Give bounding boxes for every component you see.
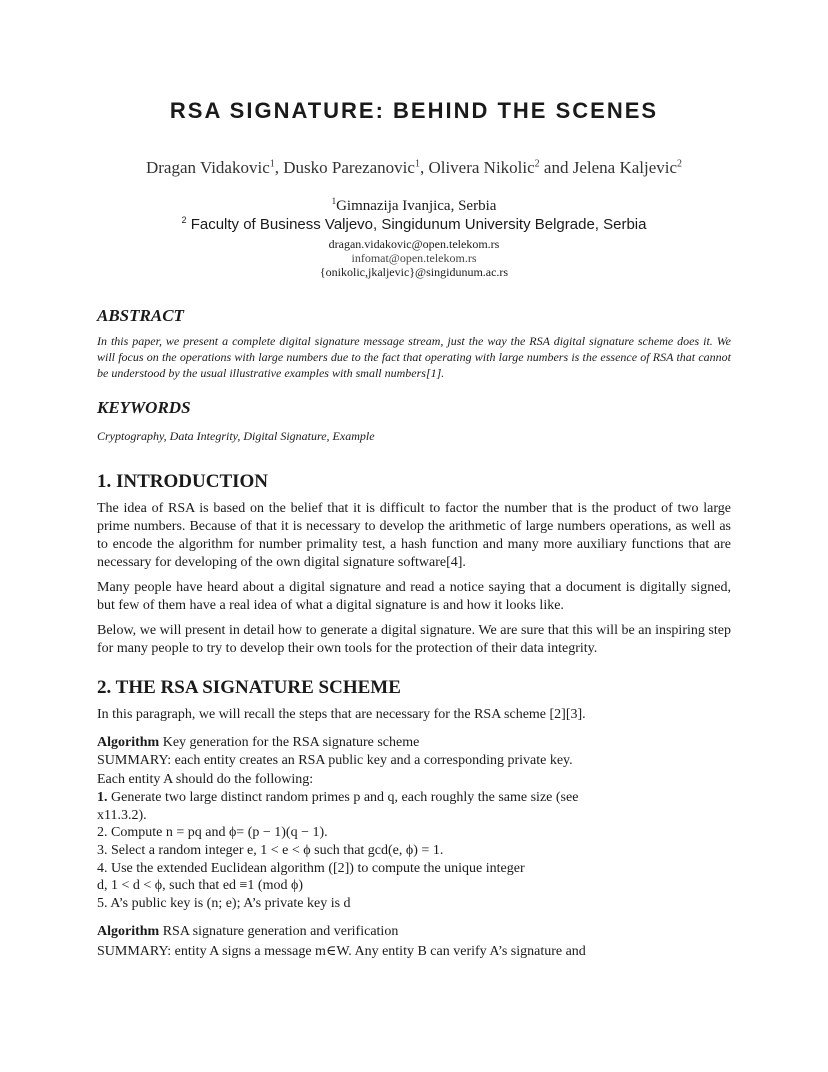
step-text: Generate two large distinct random primes p and q, each roughly the same size (see [107, 790, 579, 805]
abstract-text: In this paper, we present a complete digital signature message stream, just the way the RSA digital signature scheme does it. We will focus on the operations with large numbers due to the fact that operating with large numbers is the essence of RSA that cannot be understood by the usual illustrative examples with small numbers[1]. [97, 334, 731, 380]
affiliation-mark: 1 [331, 196, 337, 206]
algorithm-step-4: 4. Use the extended Euclidean algorithm ([2]) to compute the unique integer [97, 861, 525, 876]
step-number: 1. [97, 790, 108, 805]
algorithm-1-title [97, 734, 419, 752]
keywords-heading: KEYWORDS [97, 398, 191, 417]
algorithm-step-1 [97, 789, 578, 807]
algorithm-step-1-continued: x11.3.2). [97, 808, 147, 823]
author-name: Olivera Nikolic [428, 158, 535, 177]
affiliation-text: Faculty of Business Valjevo, Singidunum University Belgrade, Serbia [190, 216, 647, 233]
algorithm-1-summary: SUMMARY: each entity creates an RSA public key and a corresponding private key. [97, 753, 573, 768]
introduction-heading: 1. INTRODUCTION [97, 471, 269, 492]
author-conjunction: and [543, 158, 569, 177]
algorithm-name: Key generation for the RSA signature scheme [159, 735, 420, 750]
paper-title: RSA SIGNATURE: BEHIND THE SCENES [169, 98, 659, 123]
abstract-heading: ABSTRACT [97, 306, 184, 325]
keywords-text: Cryptography, Data Integrity, Digital Signature, Example [97, 429, 375, 443]
algorithm-2-summary: SUMMARY: entity A signs a message m∈W. Any entity B can verify A’s signature and [97, 944, 586, 959]
rsa-paragraph-1: In this paragraph, we will recall the steps that are necessary for the RSA scheme [2][3]. [97, 707, 586, 722]
intro-paragraph-2: Many people have heard about a digital signature and read a notice saying that a document is digitally signed, but few of them have a real idea of what a digital signature is and how it looks like. [97, 580, 731, 613]
intro-paragraph-1: The idea of RSA is based on the belief that it is difficult to factor the number that is the product of two large prime numbers. Because of that it is necessary to develop the arithmetic of large numbers operations, as well as to encode the algorithm for number primality test, a hash function and many more auxiliary functions that are necessary for developing of the own digital signature software[4]. [97, 501, 731, 570]
email-2: infomat@open.telekom.rs [351, 251, 477, 265]
algorithm-2-title [97, 923, 398, 941]
algorithm-label: Algorithm [97, 735, 160, 750]
affiliation-text: Gimnazija Ivanjica, Serbia [336, 198, 497, 214]
author-affiliation-mark: 1 [414, 158, 420, 170]
author-name: Dragan Vidakovic [145, 158, 270, 177]
algorithm-step-5: 5. A’s public key is (n; e); A’s private key is d [97, 896, 351, 911]
author-affiliation-mark: 2 [534, 158, 540, 170]
author-name: Jelena Kaljevic [572, 158, 678, 177]
algorithm-1-intro: Each entity A should do the following: [97, 772, 314, 787]
affiliation-2 [0, 215, 828, 233]
algorithm-step-2: 2. Compute n = pq and ϕ= (p − 1)(q − 1). [97, 825, 328, 840]
email-1: dragan.vidakovic@open.telekom.rs [328, 237, 500, 251]
algorithm-label: Algorithm [97, 924, 160, 939]
intro-paragraph-3: Below, we will present in detail how to generate a digital signature. We are sure that this will be an inspiring step for many people to try to develop their own tools for the protection of their data integrity. [97, 623, 731, 656]
algorithm-name: RSA signature generation and verification [159, 924, 399, 939]
email-3: {onikolic,jkaljevic}@singidunum.ac.rs [319, 265, 509, 279]
author-affiliation-mark: 2 [677, 158, 683, 170]
rsa-scheme-heading: 2. THE RSA SIGNATURE SCHEME [97, 677, 401, 698]
author-name: Dusko Parezanovic [283, 158, 415, 177]
author-list: Dragan Vidakovic$^1$, Dusko Parezanovic$^1$, Olivera Nikolic$^2$ and Jelena Kaljevic$^2$ [145, 158, 683, 177]
affiliation-1 [0, 196, 828, 215]
author-affiliation-mark: 1 [269, 158, 275, 170]
algorithm-step-3: 3. Select a random integer e, 1 < e < ϕ such that gcd(e, ϕ) = 1. [97, 843, 444, 858]
algorithm-step-4-continued: d, 1 < d < ϕ, such that ed ≡1 (mod ϕ) [97, 878, 304, 893]
affiliation-mark: 2 [181, 215, 187, 225]
